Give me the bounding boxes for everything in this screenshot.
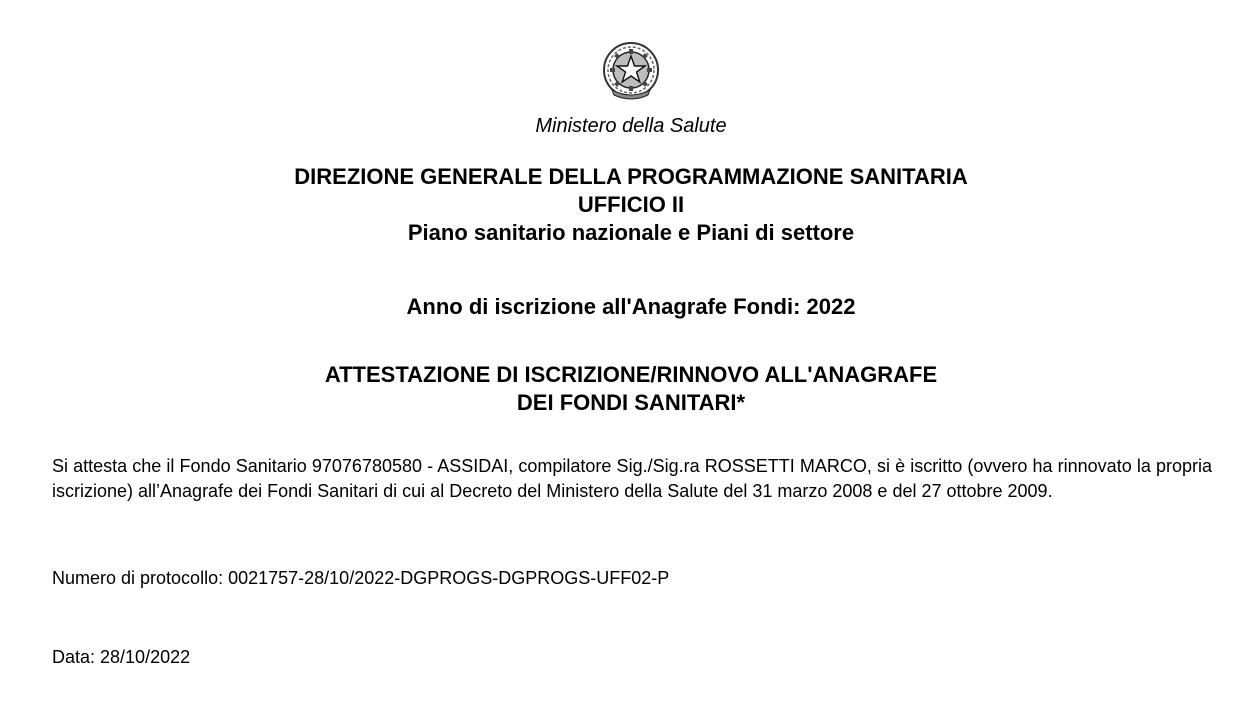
document-date: Data: 28/10/2022 [52,647,191,667]
protocol-number: Numero di protocollo: 0021757-28/10/2022-DGPROGS-DGPROGS-UFF02-P [52,568,670,588]
department-line-general-direction: DIREZIONE GENERALE DELLA PROGRAMMAZIONE SANITARIA [294,164,968,189]
attestation-title-line-2: DEI FONDI SANITARI* [516,390,746,415]
attestation-paragraph: Si attesta che il Fondo Sanitario 97076780580 - ASSIDAI, compilatore Sig./Sig.ra ROSSETTI MARCO, si è iscritto (ovvero ha rinnovato la propria iscrizione) all’Anagrafe dei Fondi Sanitari di cui al Decreto del Ministero della Salute del 31 marzo 2008 e del 27 ottobre 2009. [52,456,1212,501]
italian-republic-emblem-icon [600,40,662,102]
attestation-title [0,361,1260,417]
department-line-office: UFFICIO II [577,192,685,217]
department-heading [0,163,1260,247]
ministry-name: Ministero della Salute [535,115,727,137]
registration-year: Anno di iscrizione all'Anagrafe Fondi: 2022 [406,294,856,319]
department-line-plan: Piano sanitario nazionale e Piani di settore [407,220,855,245]
attestation-title-line-1: ATTESTAZIONE DI ISCRIZIONE/RINNOVO ALL'ANAGRAFE [324,362,938,387]
